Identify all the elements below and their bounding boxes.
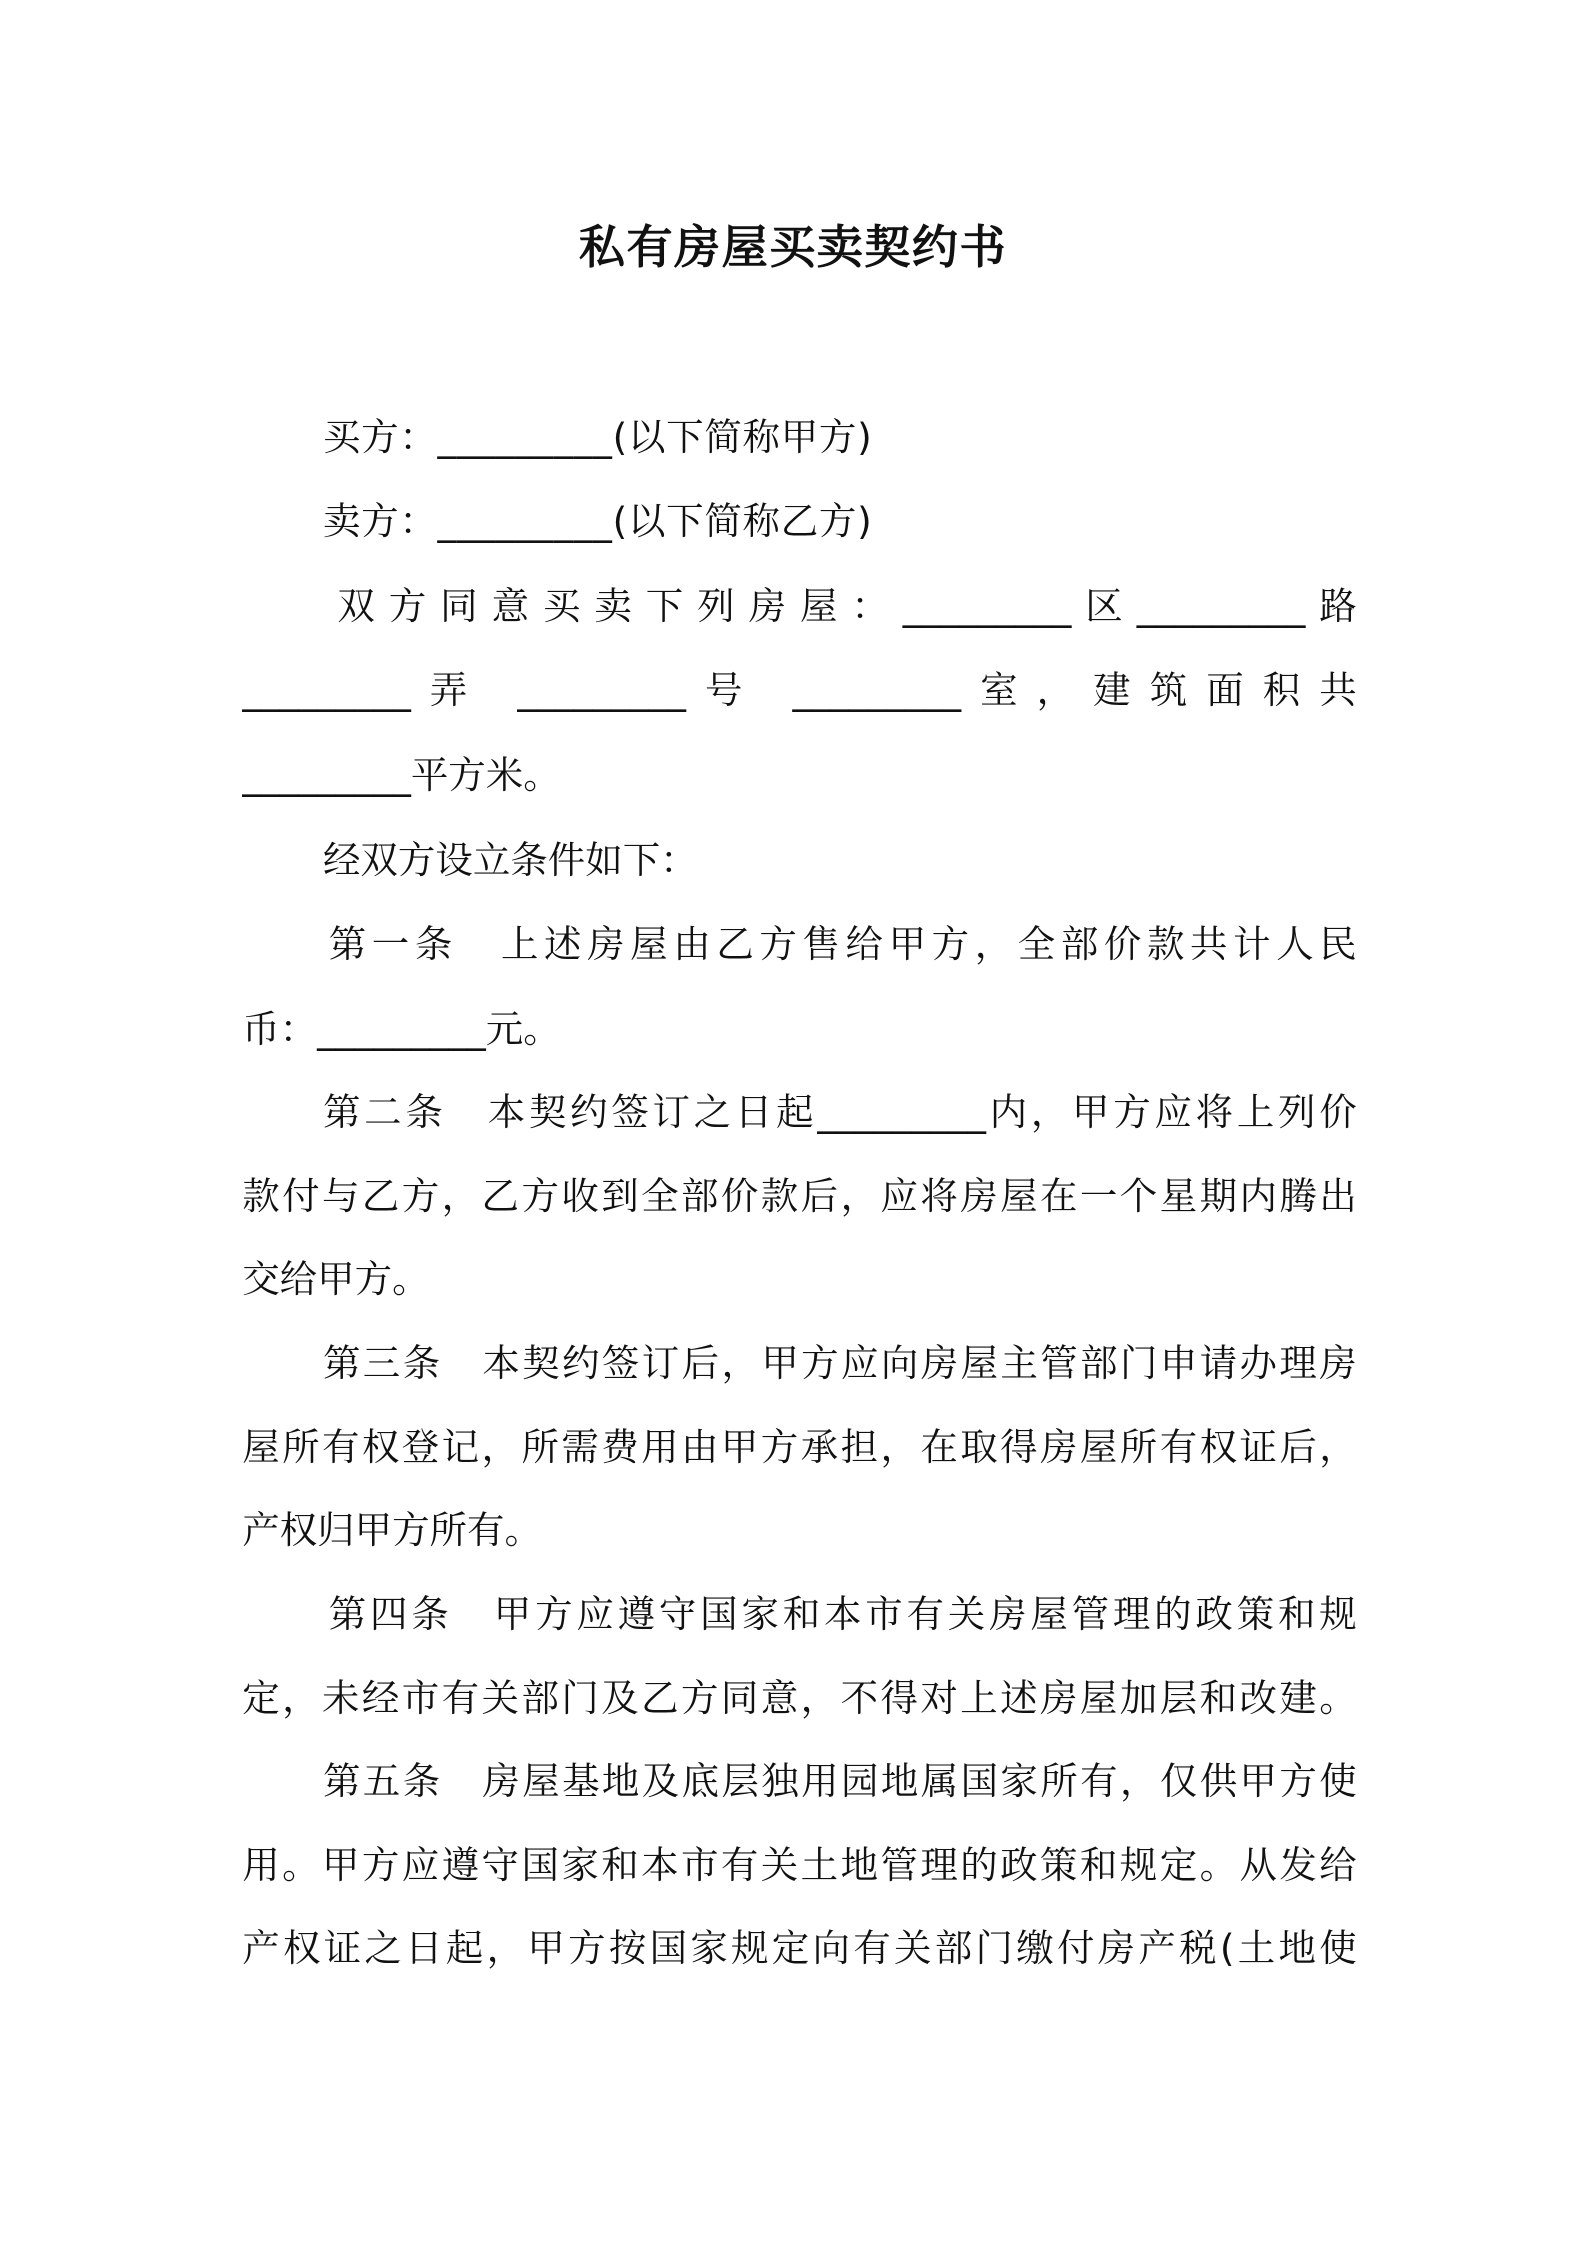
house-location-line-1: 双方同意买卖下列房屋：_________区_________路 <box>337 584 1357 629</box>
article-1-line-1: 第一条 上述房屋由乙方售给甲方，全部价款共计人民 <box>328 921 1357 966</box>
article-2-line-2: 款付与乙方，乙方收到全部价款后，应将房屋在一个星期内腾出 <box>242 1173 1357 1218</box>
house-location-line-2: _________弄 _________号 _________室，建筑面积共 <box>242 667 1357 712</box>
article-3-line-3: 产权归甲方所有。 <box>242 1508 542 1553</box>
article-5-line-1: 第五条 房屋基地及底层独用园地属国家所有，仅供甲方使 <box>322 1759 1357 1804</box>
article-5-line-2: 用。甲方应遵守国家和本市有关土地管理的政策和规定。从发给 <box>242 1842 1357 1887</box>
seller-line: 卖方：_________(以下简称乙方) <box>322 499 873 544</box>
house-location-line-3: _________平方米。 <box>242 752 561 797</box>
article-2-line-1: 第二条 本契约签订之日起_________内，甲方应将上列价 <box>322 1090 1357 1135</box>
article-4-line-2: 定，未经市有关部门及乙方同意，不得对上述房屋加层和改建。 <box>242 1675 1357 1720</box>
article-4-line-1: 第四条 甲方应遵守国家和本市有关房屋管理的政策和规 <box>328 1591 1357 1636</box>
conditions-intro: 经双方设立条件如下： <box>322 837 698 882</box>
article-5-line-3: 产权证之日起，甲方按国家规定向有关部门缴付房产税(土地使 <box>242 1926 1357 1971</box>
document-title: 私有房屋买卖契约书 <box>578 220 1008 275</box>
article-3-line-1: 第三条 本契约签订后，甲方应向房屋主管部门申请办理房 <box>322 1341 1357 1386</box>
article-3-line-2: 屋所有权登记，所需费用由甲方承担，在取得房屋所有权证后， <box>242 1424 1357 1469</box>
buyer-line: 买方：_________(以下简称甲方) <box>322 415 873 460</box>
article-1-line-2: 币：_________元。 <box>242 1006 561 1051</box>
article-2-line-3: 交给甲方。 <box>242 1257 430 1302</box>
